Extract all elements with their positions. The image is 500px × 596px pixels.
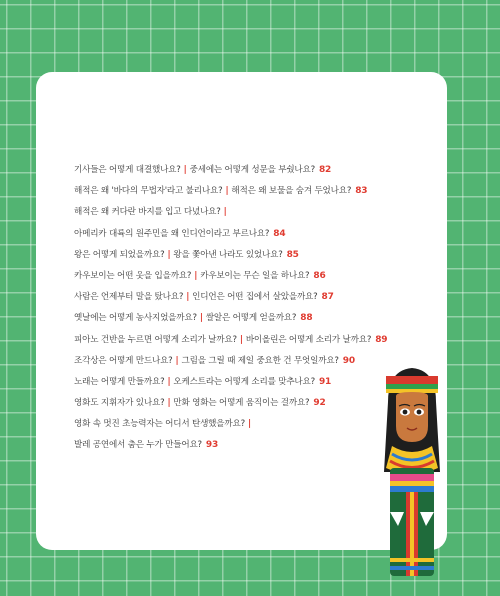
- page-number: 89: [375, 334, 388, 345]
- separator: |: [247, 419, 251, 430]
- toc-row[interactable]: [74, 202, 454, 223]
- separator: |: [239, 334, 243, 345]
- separator: |: [167, 398, 171, 409]
- separator: |: [194, 270, 198, 281]
- page-number: 90: [342, 355, 355, 366]
- separator: |: [167, 376, 171, 387]
- toc-row[interactable]: [74, 224, 454, 245]
- toc-row[interactable]: [74, 330, 454, 351]
- page-number: 87: [321, 292, 334, 303]
- toc-row[interactable]: [74, 245, 454, 266]
- toc-entry: 노래는 어떻게 만들까요?: [74, 376, 165, 387]
- toc-entry: 조각상은 어떻게 만드나요?: [74, 355, 173, 366]
- toc-entry: 바이올린은 어떻게 소리가 날까요?: [245, 334, 372, 345]
- toc-row[interactable]: [74, 308, 454, 329]
- page-number: 92: [313, 398, 326, 409]
- toc-entry: 피아노 건반을 누르면 어떻게 소리가 날까요?: [74, 334, 237, 345]
- separator: |: [199, 313, 203, 324]
- toc-entry: 사람은 언제부터 말을 탔나요?: [74, 292, 184, 303]
- toc-entry: 왕을 쫓아낸 나라도 있었나요?: [173, 249, 283, 260]
- toc-entry: 발레 공연에서 춤은 누가 만들어요?: [74, 440, 202, 451]
- egyptian-doll-icon: [368, 362, 456, 584]
- page-number: 91: [319, 376, 332, 387]
- toc-entry: 해적은 왜 보물을 숨겨 두었나요?: [231, 186, 352, 197]
- toc-entry: 왕은 어떻게 되었을까요?: [74, 249, 165, 260]
- toc-entry: 쌀알은 어떻게 얻을까요?: [205, 313, 297, 324]
- toc-row[interactable]: [74, 181, 454, 202]
- separator: |: [186, 292, 190, 303]
- toc-entry: 만화 영화는 어떻게 움직이는 걸까요?: [173, 398, 310, 409]
- toc-entry: 카우보이는 무슨 일을 하나요?: [200, 270, 310, 281]
- toc-entry: 영화도 지휘자가 있나요?: [74, 398, 165, 409]
- toc-entry: 해적은 왜 '바다의 무법자'라고 불리나요?: [74, 186, 223, 197]
- toc-entry: 영화 속 멋진 초능력자는 어디서 탄생했을까요?: [74, 419, 245, 430]
- toc-entry: 오케스트라는 어떻게 소리를 맞추나요?: [173, 376, 315, 387]
- page-number: 88: [300, 313, 313, 324]
- toc-entry: 그림을 그릴 때 제일 중요한 건 무엇일까요?: [181, 355, 339, 366]
- toc-entry: 인디언은 어떤 집에서 살았을까요?: [192, 292, 318, 303]
- page-number: 85: [286, 249, 299, 260]
- toc-entry: 기사들은 어떻게 대결했나요?: [74, 165, 181, 175]
- toc-entry: 옛날에는 어떻게 농사지었을까요?: [74, 313, 197, 324]
- separator: |: [167, 249, 171, 260]
- separator: |: [175, 355, 179, 366]
- page-number: 86: [313, 270, 326, 281]
- page-number: 84: [273, 228, 286, 239]
- separator: |: [183, 165, 187, 175]
- toc-row[interactable]: [74, 266, 454, 287]
- separator: |: [223, 207, 227, 218]
- toc-entry: 해적은 왜 커다란 바지를 입고 다녔나요?: [74, 207, 221, 218]
- page-number: 82: [319, 165, 332, 175]
- toc-entry: 카우보이는 어떤 옷을 입을까요?: [74, 270, 192, 281]
- separator: |: [225, 186, 229, 197]
- page-number: 93: [205, 440, 219, 451]
- toc-entry: 중세에는 어떻게 성문을 부쉈나요?: [189, 165, 315, 175]
- page-number: 83: [355, 186, 368, 197]
- toc-entry: 아메리카 대륙의 원주민을 왜 인디언이라고 부르나요?: [74, 228, 270, 239]
- toc-row[interactable]: [74, 287, 454, 308]
- toc-row[interactable]: [74, 160, 454, 181]
